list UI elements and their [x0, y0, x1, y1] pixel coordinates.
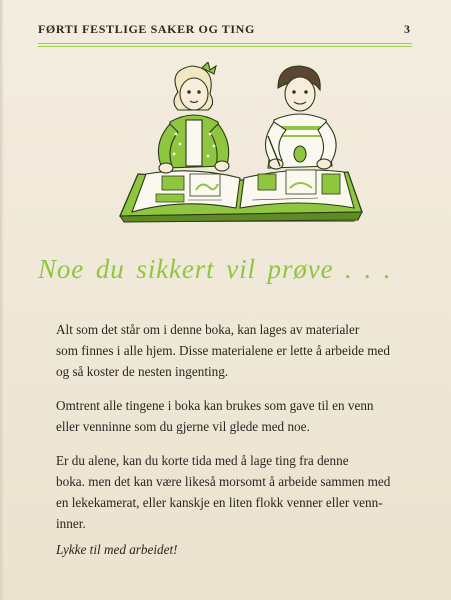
header-rule: [38, 43, 412, 47]
page-edge-shadow: [0, 0, 4, 600]
paragraph: Er du alene, kan du korte tida med å lage ting fra denne boka. men det kan være likeså morsomt å arbeide sammen med en lekekamerat, eller kanskje en liten flokk venner eller venn- inner.: [56, 453, 391, 531]
children-with-book-icon: [118, 62, 364, 230]
paragraph: Alt som det står om i denne boka, kan lages av materialer som finnes i alle hjem. Disse materialene er lette å arbeide med og så koster de nesten ingenting.: [56, 322, 390, 379]
running-header: [38, 22, 410, 38]
signoff: Lykke til med arbeidet!: [56, 542, 178, 557]
running-header-title: FØRTI FESTLIGE SAKER OG TING: [38, 22, 255, 36]
page-heading: Noe du sikkert vil prøve . . .: [38, 254, 392, 284]
body-text: [56, 319, 421, 547]
paragraph: Omtrent alle tingene i boka kan brukes som gave til en venn eller venninne som du gjerne vil glede med noe.: [56, 398, 374, 434]
page-number: 3: [404, 22, 410, 36]
